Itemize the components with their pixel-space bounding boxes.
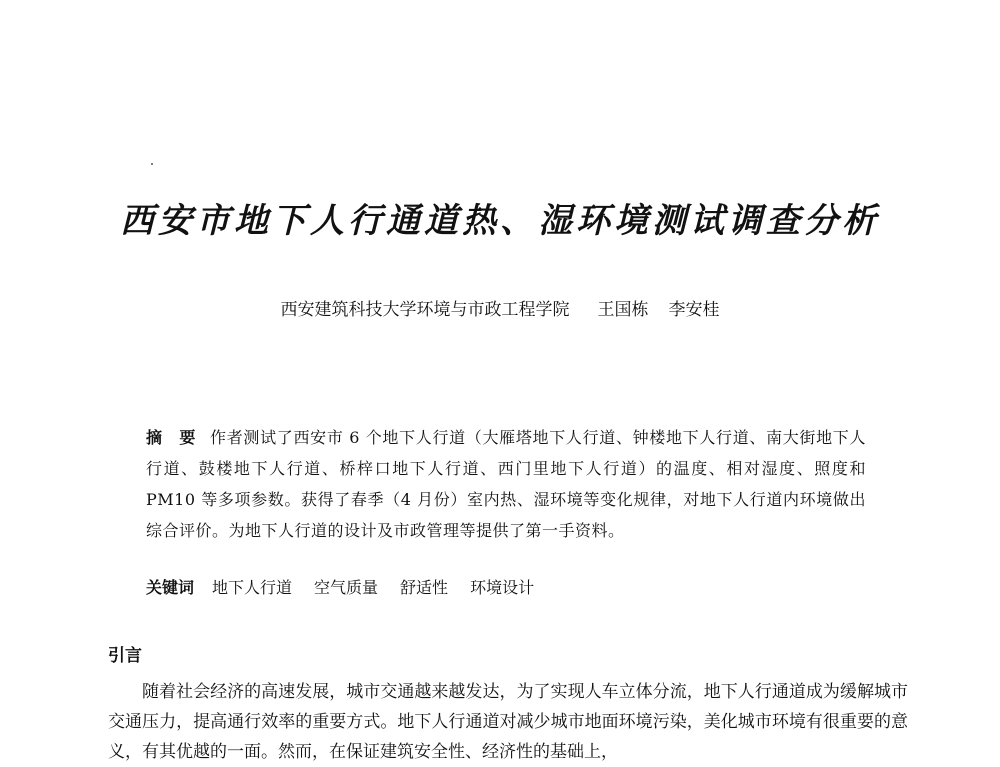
paper-title: 西安市地下人行通道热、湿环境测试调查分析	[120, 201, 880, 241]
body-paragraph: 随着社会经济的高速发展，城市交通越来越发达，为了实现人车立体分流，地下人行通道成为缓解城市交通压力，提高通行效率的重要方式。地下人行通道对减少城市地面环境污染，美化城市环境有很重要的意义，有其优越的一面。然而，在保证建筑安全性、经济性的基础上，	[108, 682, 908, 762]
scan-speck	[151, 163, 153, 165]
author-name: 王国栋	[597, 300, 649, 320]
abstract-label: 摘 要	[146, 428, 197, 447]
author-name: 李安桂	[668, 300, 720, 320]
abstract-text: 作者测试了西安市 6 个地下人行道（大雁塔地下人行道、钟楼地下人行道、南大街地下人行道、鼓楼地下人行道、桥梓口地下人行道、西门里地下人行道）的温度、相对湿度、照度和 PM10 等多项参数。获得了春季（4 月份）室内热、湿环境等变化规律，对地下人行道内环境做出综合评价。为地下人行道的设计及市政管理等提供了第一手资料。	[146, 428, 866, 540]
keyword: 空气质量	[314, 578, 379, 597]
affiliation: 西安建筑科技大学环境与市政工程学院	[280, 300, 570, 320]
keyword: 地下人行道	[212, 578, 293, 597]
author-line	[0, 298, 1000, 322]
keywords-label: 关键词	[146, 578, 195, 597]
keywords	[146, 574, 866, 602]
section-heading: 引言	[108, 646, 142, 666]
keyword: 环境设计	[470, 578, 535, 597]
keyword: 舒适性	[400, 578, 449, 597]
abstract	[146, 422, 866, 546]
